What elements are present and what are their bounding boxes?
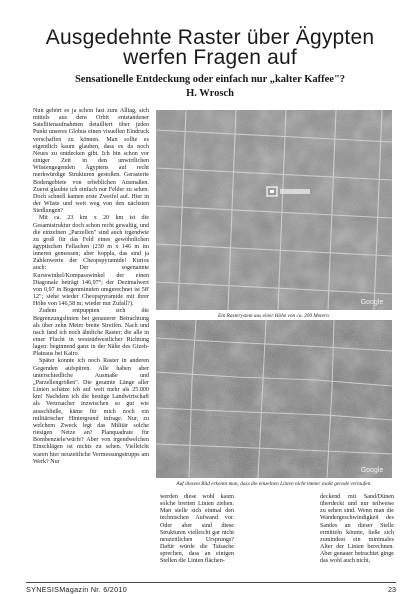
- body-column-bottom-1: [160, 494, 234, 566]
- title-line-1: Ausgedehnte Raster über Ägypten: [45, 26, 375, 49]
- google-watermark: Google: [360, 299, 384, 306]
- paragraph: werden diese wohl kaum solche breiten Linien ziehen. Man stelle sich einmal den technischen Aufwand vor. Oder aber sind diese Strukturen vielleicht gar nicht neuzeitlichen Ursprungs? Dafür würde die Tatsache sprechen, dass an einigen Stellen die Linien flächen-: [160, 494, 234, 565]
- figure-caption-1: Ein Rasterystem aus einer Höhe von ca. 200 Metern.: [217, 313, 331, 319]
- body-column-left: [33, 108, 149, 466]
- page-number: 23: [388, 585, 396, 594]
- article-subtitle: Sensationelle Entdeckung oder einfach nur „kalter Kaffee"?: [74, 74, 346, 85]
- paragraph: Zudem entpuppten sich die Begrenzungslinien bei genauerer Betrachtung als über zehn Meter breite Streifen. Nach und nach fand ich noch ähnliche Raster; die alle in einer Flucht in westsüdwestlicher Richtung lagen: beginnend ganz in der Nähe des Gizeh-Plateaus bei Kairo.: [33, 308, 149, 358]
- article-title: [0, 28, 420, 68]
- satellite-photo-2: [156, 320, 392, 478]
- title-line-2: werfen Fragen auf: [123, 46, 297, 69]
- footer-magazine: SYNESISMagazin Nr. 6/2010: [26, 585, 127, 594]
- figure-caption-2: Auf diesem Bild erkennt man, dass die einzelnen Linien nicht immer exakt gerade verlaufen.: [176, 481, 372, 487]
- article-author: H. Wrosch: [186, 88, 234, 99]
- paragraph: Nun gehört es ja schon fast zum Alltag, sich mittels aus dem Orbit entstandener Satellitenaufnahmen detailliert über jeden Punkt unseres Globus einen visuellen Eindruck verschaffen zu können. Man sollte es eigentlich kaum glauben, dass es da noch Neues zu entdecken gibt. Ich bin schon vor einiger Zeit in den unwirtlichen Wüstengegenden Ägyptens auf recht merkwürdige Strukturen gestoßen. Gerasterte Bodengebiete von erheblichen Ausmaßen. Zuerst glaubte ich einfach nur Felder zu sehen. Doch schnell kamen erste Zweifel auf. Hier in der Wüste und weit weg von den nächsten Siedlungen?: [33, 108, 149, 215]
- body-column-bottom-2: [320, 494, 394, 566]
- footer-divider: [26, 582, 396, 583]
- paragraph: Mit ca. 23 km x 20 km ist die Gesamtstruktur doch schon recht gewaltig, und die einzelnen „Parzellen" sind auch irgendwie zu groß für das Feld eines gewöhnlichen ägyptischen Fellachen (230 m x 146 m im inneren gemessen; aber hoppla, das sind ja Zahlenwerte der Cheopspyramide! Kurios auch: Der sogenannte Kursswinkel/Kompasswinkel der einen Diagonale beträgt 146,97°; der Dezimalwert von 0,97 in Bogenminuten umgerechnet ist 58' 12"; siehe wieder Cheopspyramide mit ihrer Höhe von 146,58 m; wieder nur Zufall?).: [33, 215, 149, 308]
- google-watermark: Google: [360, 467, 384, 474]
- paragraph: deckend mit Sand/Dünen überdeckt und nur teilweise zu sehen sind. Wenn man die Wandergeschwindigkeit des Sandes an dieser Stelle ermitteln könnte, ließe sich zumindest ein minimales Alter der Linien berechnen. Aber genauer betrachtet ginge das wohl auch nicht,: [320, 494, 394, 565]
- paragraph: Später konnte ich noch Raster in anderen Gegenden aufspüren. Alle haben aber unterschiedliche Ausmaße und „Parzellengrößen". Die gesamte Länge aller Linien schätze ich auf weit mehr als 25.000 km! Nachdem ich die heutige Landwirtschaft als Verursacher inzwischen so gut wie ausschließe, käme für mich noch ein militärischer Hintergrund infrage. Nur, zu welchem Zweck legt das Militär solche riesigen Netze an? Planquadrate für Bombenziele/würfe? Aber von irgendwelchen Einschlägen ist nichts zu sehen. Vielleicht waren hier neuzeitliche Vermessungstrupps am Werk? Nur: [33, 358, 149, 465]
- satellite-photo-1: [156, 110, 392, 310]
